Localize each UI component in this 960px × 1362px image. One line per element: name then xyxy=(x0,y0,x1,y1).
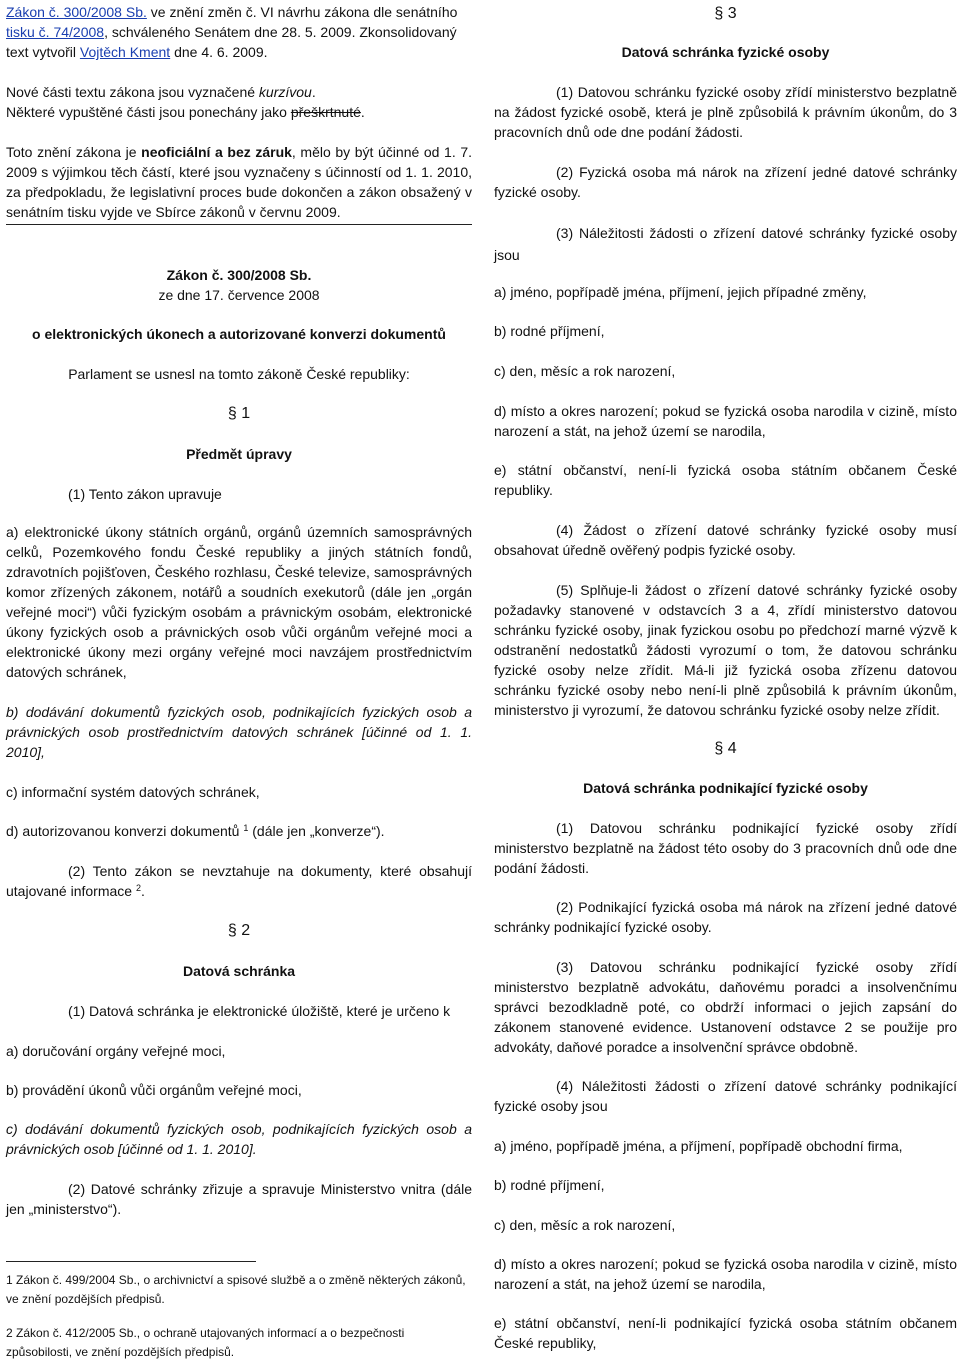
list-item-amended: b) dodávání dokumentů fyzických osob, podnikajících fyzických osob a právnických osob prostřednictvím datových schránek [účinné od 1. 1. 2010], xyxy=(6,704,472,760)
footnote-law: Zákon č. 499/2004 Sb. xyxy=(12,1273,137,1287)
list-item: c) den, měsíc a rok narození, xyxy=(494,363,676,379)
list-item: a) doručování orgány veřejné moci, xyxy=(6,1043,226,1059)
list-item-amended: c) dodávání dokumentů fyzických osob, podnikajících fyzických osob a právnických osob [účinné od 1. 1. 2010]. xyxy=(6,1121,472,1157)
paragraph: (2) Datové schránky zřizuje a spravuje Ministerstvo vnitra (dále jen „ministerstvo“). xyxy=(6,1181,472,1217)
paragraph: (4) Náležitosti žádosti o zřízení datové schránky podnikající fyzické osoby jsou xyxy=(494,1078,957,1114)
header-text: , schváleného Senátem dne 28. 5. 2009. Zkonsolidovaný xyxy=(104,24,457,40)
list-item: e) státní občanství, není-li podnikající fyzická osoba státním občanem České republiky, xyxy=(494,1315,957,1351)
section-title: Datová schránka xyxy=(182,963,296,979)
footnote-ref[interactable]: 1 xyxy=(243,823,249,833)
header-divider xyxy=(6,224,472,225)
header-text: ve znění změn č. VI návrhu zákona dle senátního xyxy=(146,4,458,20)
footnote xyxy=(6,1271,472,1309)
paragraph: (3) Datovou schránku podnikající fyzické osoby zřídí ministerstvo bezplatně advokátu, daňovému poradci a insolvenčnímu správci bezodkladně poté, co obdrží informaci o jejich zapsání do zákonem stanovené evidence. Ustanovení odstavce 2 se použije pro advokáty, daňové poradce a insolvenční správce obdobně. xyxy=(494,959,957,1055)
footnote-ref[interactable]: 2 xyxy=(135,883,141,893)
senate-print-link[interactable]: tisku č. 74/2008 xyxy=(6,24,105,40)
footnote-text: , o archivnictví a spisové službě a o změně některých zákonů, ve znění pozdějších předpisů. xyxy=(6,1273,466,1306)
list-item: a) jméno, popřípadě jména, příjmení, jejich případné změny, xyxy=(494,284,867,300)
list-item: c) den, měsíc a rok narození, xyxy=(494,1217,676,1233)
strikethrough-sample: přeškrtnuté xyxy=(290,104,361,120)
law-title: o elektronických úkonech a autorizované konverzi dokumentů xyxy=(32,326,446,342)
paragraph: (5) Splňuje-li žádost o zřízení datové schránky fyzické osoby požadavky stanovené v odstavcích 3 a 4, zřídí ministerstvo datovou schránku fyzické osoby, jinak fyzickou osobu po předchozí marné výzvě k odstranění nedostatků žádosti vyrozumí o tom, že datovou schránku fyzické osoby nelze zřídit. Má-li již fyzická osoba zřízenu datovou schránku fyzické osoby nebo není-li plně způsobilá k právním úkonům, ministerstvo ji vyrozumí, že datovou schránku fyzické osoby nelze zřídit. xyxy=(494,582,957,718)
list-item: b) provádění úkonů vůči orgánům veřejné moci, xyxy=(6,1082,302,1098)
disclaimer-bold: neoficiální a bez záruk xyxy=(141,144,292,160)
list-item: d) místo a okres narození; pokud se fyzická osoba narodila v cizině, místo narození a stát, na jehož území se narodila, xyxy=(494,1256,957,1292)
section-number: § 1 xyxy=(227,405,251,422)
paragraph: (4) Žádost o zřízení datové schránky fyzické osoby musí obsahovat úředně ověřený podpis fyzické osoby. xyxy=(494,522,957,558)
header-text: text vytvořil xyxy=(6,44,80,60)
list-item-text: (dále jen „konverze“). xyxy=(248,823,385,839)
note-text: Některé vypuštěné části jsou ponechány jako xyxy=(6,104,291,120)
disclaimer xyxy=(6,142,472,222)
disclaimer-text: Toto znění zákona je xyxy=(6,144,142,160)
paragraph: (2) Fyzická osoba má nárok na zřízení jedné datové schránky fyzické osoby. xyxy=(494,164,957,200)
list-item xyxy=(6,821,472,841)
paragraph xyxy=(6,861,472,901)
list-item: a) jméno, popřípadě jména, a příjmení, popřípadě obchodní firma, xyxy=(494,1138,903,1154)
list-item: b) rodné příjmení, xyxy=(494,1177,605,1193)
paragraph-text: (2) Tento zákon se nevztahuje na dokumenty, které obsahují utajované informace xyxy=(6,863,472,899)
footnote-mark: 2 xyxy=(6,1326,13,1340)
list-item-text: d) autorizovanou konverzi dokumentů xyxy=(6,823,244,839)
paragraph-text: . xyxy=(140,883,145,899)
paragraph: (3) Náležitosti žádosti o zřízení datové schránky fyzické osoby jsou xyxy=(494,225,957,263)
note-text: Nové části textu zákona jsou vyznačené xyxy=(6,84,259,100)
paragraph: (1) Datovou schránku fyzické osoby zřídí ministerstvo bezplatně na žádost fyzické osobě, která je plně způsobilá k právním úkonům, do 3 pracovních dnů ode dne podání žádosti. xyxy=(494,84,957,140)
header-text: dne 4. 6. 2009. xyxy=(170,44,268,60)
list-item: e) státní občanství, není-li fyzická osoba státním občanem České republiky. xyxy=(494,462,957,498)
footnote-divider xyxy=(6,1261,256,1262)
note-text: . xyxy=(360,104,365,120)
section-title: Datová schránka fyzické osoby xyxy=(621,44,830,60)
disclaimer-text: , mělo by být účinné od 1. 7. 2009 s výjimkou těch částí, které jsou vyznačeny s účinností od 1. 1. 2010, za předpokladu, že legislativní proces bude dokončen a zákon obsažený v senátním tisku vyjde ve Sbírce zákonů v červnu 2009. xyxy=(6,144,473,220)
section-title: Datová schránka podnikající fyzické osoby xyxy=(583,780,868,796)
law-date: ze dne 17. července 2008 xyxy=(158,287,320,303)
author-link[interactable]: Vojtěch Kment xyxy=(79,44,171,60)
footnote-law: Zákon č. 412/2005 Sb. xyxy=(12,1326,137,1340)
law-number: Zákon č. 300/2008 Sb. xyxy=(166,267,312,283)
list-item: a) elektronické úkony státních orgánů, orgánů územních samosprávných celků, Pozemkového fondu České republiky a jiných státních fondů, zdravotních pojišťoven, Českého rozhlasu, České televize, samosprávných komor zřízených zákonem, notářů a soudních exekutorů (dále jen „orgán veřejné moci“) vůči fyzickým osobám a právnickým osobám, elektronické úkony fyzických osob a právnických osob vůči orgánům veřejné moci a elektronické úkony mezi orgány veřejné moci navzájem prostřednictvím datových schránek, xyxy=(6,524,472,680)
section-title: Předmět úpravy xyxy=(186,446,292,462)
preamble: Parlament se usnesl na tomto zákoně České republiky: xyxy=(68,366,410,382)
footnote-mark: 1 xyxy=(6,1273,13,1287)
paragraph: (2) Podnikající fyzická osoba má nárok na zřízení jedné datové schránky podnikající fyzické osoby. xyxy=(494,899,957,935)
law-link[interactable]: Zákon č. 300/2008 Sb. xyxy=(6,4,147,20)
section-number: § 3 xyxy=(714,5,737,22)
list-item: b) rodné příjmení, xyxy=(494,323,605,339)
section-number: § 2 xyxy=(227,922,251,939)
section-number: § 4 xyxy=(714,740,737,757)
paragraph: (1) Datová schránka je elektronické úložiště, které je určeno k xyxy=(68,1003,451,1019)
source-header xyxy=(6,2,472,62)
footnote-text: , o ochraně utajovaných informací a o bezpečnosti způsobilosti, ve znění pozdějších předpisů. xyxy=(6,1326,405,1359)
italic-sample: kurzívou xyxy=(258,84,312,100)
paragraph: (1) Tento zákon upravuje xyxy=(68,486,222,502)
list-item: c) informační systém datových schránek, xyxy=(6,784,260,800)
footnote xyxy=(6,1324,472,1362)
paragraph: (1) Datovou schránku podnikající fyzické osoby zřídí ministerstvo bezplatně na žádost této osoby do 3 pracovních dnů ode dne podání žádosti. xyxy=(494,820,957,876)
note-text: . xyxy=(311,84,316,100)
list-item: d) místo a okres narození; pokud se fyzická osoba narodila v cizině, místo narození a stát, na jehož území se narodila, xyxy=(494,403,957,439)
formatting-notes xyxy=(6,82,472,122)
